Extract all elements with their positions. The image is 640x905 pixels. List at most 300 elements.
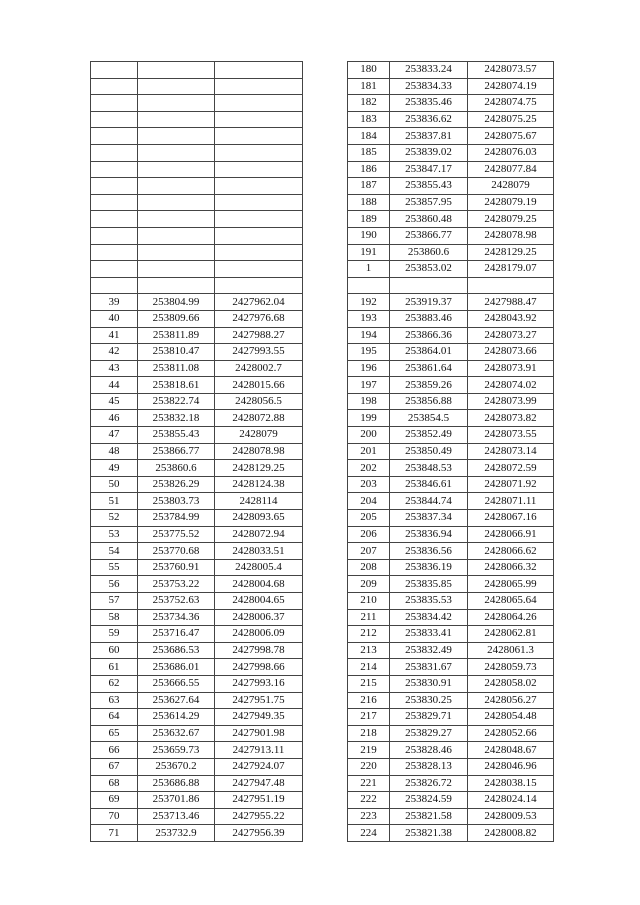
table-row xyxy=(91,194,303,211)
x-coordinate-cell: 253818.61 xyxy=(138,377,215,394)
y-coordinate-cell: 2428024.14 xyxy=(468,792,554,809)
y-coordinate-cell: 2428079 xyxy=(468,178,554,195)
point-number-cell: 191 xyxy=(348,244,390,261)
x-coordinate-cell: 253716.47 xyxy=(138,626,215,643)
x-coordinate-cell: 253855.43 xyxy=(138,427,215,444)
point-number-cell: 62 xyxy=(91,675,138,692)
table-row xyxy=(91,360,303,377)
x-coordinate-cell: 253632.67 xyxy=(138,725,215,742)
point-number-cell: 193 xyxy=(348,310,390,327)
table-row xyxy=(91,758,303,775)
point-number-cell xyxy=(91,161,138,178)
x-coordinate-cell: 253835.46 xyxy=(390,95,468,112)
point-number-cell: 221 xyxy=(348,775,390,792)
x-coordinate-cell: 253836.19 xyxy=(390,559,468,576)
table-row xyxy=(348,310,554,327)
table-row xyxy=(348,543,554,560)
point-number-cell: 206 xyxy=(348,526,390,543)
point-number-cell xyxy=(91,244,138,261)
x-coordinate-cell: 253839.02 xyxy=(390,144,468,161)
x-coordinate-cell: 253826.72 xyxy=(390,775,468,792)
x-coordinate-cell: 253686.88 xyxy=(138,775,215,792)
table-row xyxy=(348,675,554,692)
x-coordinate-cell xyxy=(138,277,215,294)
y-coordinate-cell: 2428078.98 xyxy=(215,443,303,460)
y-coordinate-cell: 2428056.5 xyxy=(215,393,303,410)
x-coordinate-cell: 253831.67 xyxy=(390,659,468,676)
table-row xyxy=(348,626,554,643)
point-number-cell: 187 xyxy=(348,178,390,195)
table-row xyxy=(348,128,554,145)
table-row xyxy=(348,725,554,742)
x-coordinate-cell: 253835.85 xyxy=(390,576,468,593)
table-row xyxy=(348,576,554,593)
y-coordinate-cell: 2428056.27 xyxy=(468,692,554,709)
x-coordinate-cell: 253857.95 xyxy=(390,194,468,211)
table-row xyxy=(348,161,554,178)
x-coordinate-cell: 253713.46 xyxy=(138,808,215,825)
point-number-cell: 198 xyxy=(348,393,390,410)
table-row xyxy=(348,559,554,576)
x-coordinate-cell xyxy=(390,277,468,294)
table-row xyxy=(91,476,303,493)
y-coordinate-cell: 2428005.4 xyxy=(215,559,303,576)
point-number-cell: 61 xyxy=(91,659,138,676)
point-number-cell: 199 xyxy=(348,410,390,427)
table-row xyxy=(91,78,303,95)
point-number-cell: 55 xyxy=(91,559,138,576)
x-coordinate-cell: 253835.53 xyxy=(390,593,468,610)
y-coordinate-cell: 2428077.84 xyxy=(468,161,554,178)
point-number-cell: 44 xyxy=(91,377,138,394)
y-coordinate-cell: 2428066.32 xyxy=(468,559,554,576)
y-coordinate-cell: 2428129.25 xyxy=(215,460,303,477)
x-coordinate-cell: 253670.2 xyxy=(138,758,215,775)
point-number-cell: 1 xyxy=(348,261,390,278)
table-row xyxy=(348,510,554,527)
y-coordinate-cell: 2428015.66 xyxy=(215,377,303,394)
y-coordinate-cell: 2428073.14 xyxy=(468,443,554,460)
x-coordinate-cell xyxy=(138,194,215,211)
table-row xyxy=(91,510,303,527)
x-coordinate-cell: 253919.37 xyxy=(390,294,468,311)
y-coordinate-cell: 2427913.11 xyxy=(215,742,303,759)
x-coordinate-cell: 253830.91 xyxy=(390,675,468,692)
table-row xyxy=(348,709,554,726)
x-coordinate-cell: 253809.66 xyxy=(138,310,215,327)
point-number-cell xyxy=(91,128,138,145)
y-coordinate-cell: 2428043.92 xyxy=(468,310,554,327)
point-number-cell: 213 xyxy=(348,642,390,659)
table-row xyxy=(91,692,303,709)
y-coordinate-cell: 2428073.55 xyxy=(468,427,554,444)
x-coordinate-cell: 253850.49 xyxy=(390,443,468,460)
y-coordinate-cell: 2428079.25 xyxy=(468,211,554,228)
y-coordinate-cell xyxy=(215,211,303,228)
x-coordinate-cell: 253844.74 xyxy=(390,493,468,510)
point-number-cell: 205 xyxy=(348,510,390,527)
x-coordinate-cell: 253824.59 xyxy=(390,792,468,809)
y-coordinate-cell: 2428074.75 xyxy=(468,95,554,112)
point-number-cell: 219 xyxy=(348,742,390,759)
point-number-cell xyxy=(91,62,138,79)
x-coordinate-cell xyxy=(138,178,215,195)
x-coordinate-cell: 253846.61 xyxy=(390,476,468,493)
x-coordinate-cell: 253864.01 xyxy=(390,344,468,361)
y-coordinate-cell xyxy=(215,111,303,128)
point-number-cell: 58 xyxy=(91,609,138,626)
table-row xyxy=(91,675,303,692)
y-coordinate-cell xyxy=(215,261,303,278)
point-number-cell: 196 xyxy=(348,360,390,377)
point-number-cell: 189 xyxy=(348,211,390,228)
table-row xyxy=(348,327,554,344)
y-coordinate-cell: 2428074.19 xyxy=(468,78,554,95)
y-coordinate-cell xyxy=(215,128,303,145)
point-number-cell: 209 xyxy=(348,576,390,593)
table-row xyxy=(348,775,554,792)
x-coordinate-cell: 253803.73 xyxy=(138,493,215,510)
point-number-cell: 183 xyxy=(348,111,390,128)
table-row xyxy=(348,593,554,610)
point-number-cell xyxy=(91,95,138,112)
point-number-cell: 65 xyxy=(91,725,138,742)
x-coordinate-cell: 253828.13 xyxy=(390,758,468,775)
table-row xyxy=(91,593,303,610)
y-coordinate-cell: 2428038.15 xyxy=(468,775,554,792)
y-coordinate-cell: 2428075.67 xyxy=(468,128,554,145)
x-coordinate-cell: 253836.94 xyxy=(390,526,468,543)
y-coordinate-cell: 2428004.65 xyxy=(215,593,303,610)
point-number-cell: 41 xyxy=(91,327,138,344)
point-number-cell: 57 xyxy=(91,593,138,610)
point-number-cell: 69 xyxy=(91,792,138,809)
table-row xyxy=(348,144,554,161)
x-coordinate-cell: 253686.01 xyxy=(138,659,215,676)
table-row xyxy=(91,128,303,145)
point-number-cell: 53 xyxy=(91,526,138,543)
y-coordinate-cell: 2428129.25 xyxy=(468,244,554,261)
x-coordinate-cell: 253856.88 xyxy=(390,393,468,410)
y-coordinate-cell: 2427976.68 xyxy=(215,310,303,327)
x-coordinate-cell: 253853.02 xyxy=(390,261,468,278)
point-number-cell xyxy=(91,111,138,128)
x-coordinate-cell xyxy=(138,95,215,112)
y-coordinate-cell xyxy=(215,161,303,178)
point-number-cell: 202 xyxy=(348,460,390,477)
x-coordinate-cell: 253855.43 xyxy=(390,178,468,195)
point-number-cell: 70 xyxy=(91,808,138,825)
point-number-cell: 39 xyxy=(91,294,138,311)
x-coordinate-cell xyxy=(138,227,215,244)
table-row xyxy=(348,792,554,809)
y-coordinate-cell: 2427998.78 xyxy=(215,642,303,659)
y-coordinate-cell: 2428065.64 xyxy=(468,593,554,610)
point-number-cell xyxy=(91,211,138,228)
point-number-cell: 71 xyxy=(91,825,138,842)
x-coordinate-cell: 253866.36 xyxy=(390,327,468,344)
y-coordinate-cell: 2428062.81 xyxy=(468,626,554,643)
x-coordinate-cell: 253734.36 xyxy=(138,609,215,626)
point-number-cell: 68 xyxy=(91,775,138,792)
y-coordinate-cell xyxy=(215,194,303,211)
table-row xyxy=(91,344,303,361)
table-row xyxy=(348,95,554,112)
table-row xyxy=(91,626,303,643)
y-coordinate-cell: 2428075.25 xyxy=(468,111,554,128)
point-number-cell: 216 xyxy=(348,692,390,709)
point-number-cell xyxy=(91,194,138,211)
table-row xyxy=(91,111,303,128)
x-coordinate-cell: 253833.41 xyxy=(390,626,468,643)
point-number-cell: 67 xyxy=(91,758,138,775)
y-coordinate-cell: 2428006.09 xyxy=(215,626,303,643)
point-number-cell: 56 xyxy=(91,576,138,593)
table-row xyxy=(91,659,303,676)
table-row xyxy=(91,559,303,576)
y-coordinate-cell: 2427956.39 xyxy=(215,825,303,842)
table-row xyxy=(348,377,554,394)
table-row xyxy=(348,692,554,709)
x-coordinate-cell: 253686.53 xyxy=(138,642,215,659)
point-number-cell: 207 xyxy=(348,543,390,560)
y-coordinate-cell: 2428073.57 xyxy=(468,62,554,79)
table-row xyxy=(91,460,303,477)
right-coordinate-table xyxy=(347,61,554,842)
table-row xyxy=(91,725,303,742)
x-coordinate-cell: 253732.9 xyxy=(138,825,215,842)
x-coordinate-cell: 253833.24 xyxy=(390,62,468,79)
point-number-cell: 203 xyxy=(348,476,390,493)
point-number-cell: 49 xyxy=(91,460,138,477)
y-coordinate-cell: 2427924.07 xyxy=(215,758,303,775)
table-row xyxy=(348,244,554,261)
table-row xyxy=(91,742,303,759)
table-row xyxy=(91,95,303,112)
y-coordinate-cell xyxy=(215,144,303,161)
y-coordinate-cell: 2427901.98 xyxy=(215,725,303,742)
table-row xyxy=(91,277,303,294)
table-row xyxy=(348,360,554,377)
y-coordinate-cell: 2428046.96 xyxy=(468,758,554,775)
point-number-cell: 210 xyxy=(348,593,390,610)
x-coordinate-cell xyxy=(138,128,215,145)
x-coordinate-cell: 253860.6 xyxy=(138,460,215,477)
table-row xyxy=(91,261,303,278)
point-number-cell: 212 xyxy=(348,626,390,643)
y-coordinate-cell: 2427962.04 xyxy=(215,294,303,311)
point-number-cell: 218 xyxy=(348,725,390,742)
y-coordinate-cell: 2428073.27 xyxy=(468,327,554,344)
table-row xyxy=(348,178,554,195)
point-number-cell: 42 xyxy=(91,344,138,361)
point-number-cell xyxy=(91,227,138,244)
point-number-cell: 50 xyxy=(91,476,138,493)
x-coordinate-cell: 253847.17 xyxy=(390,161,468,178)
x-coordinate-cell: 253753.22 xyxy=(138,576,215,593)
x-coordinate-cell: 253811.89 xyxy=(138,327,215,344)
x-coordinate-cell: 253659.73 xyxy=(138,742,215,759)
table-row xyxy=(91,410,303,427)
table-row xyxy=(348,460,554,477)
table-row xyxy=(348,609,554,626)
table-row xyxy=(91,178,303,195)
y-coordinate-cell: 2428074.02 xyxy=(468,377,554,394)
x-coordinate-cell: 253854.5 xyxy=(390,410,468,427)
point-number-cell xyxy=(91,78,138,95)
x-coordinate-cell: 253627.64 xyxy=(138,692,215,709)
y-coordinate-cell: 2428073.66 xyxy=(468,344,554,361)
y-coordinate-cell: 2427949.35 xyxy=(215,709,303,726)
y-coordinate-cell: 2427988.47 xyxy=(468,294,554,311)
y-coordinate-cell xyxy=(215,244,303,261)
y-coordinate-cell: 2428078.98 xyxy=(468,227,554,244)
x-coordinate-cell: 253811.08 xyxy=(138,360,215,377)
point-number-cell: 217 xyxy=(348,709,390,726)
y-coordinate-cell: 2428179.07 xyxy=(468,261,554,278)
table-row xyxy=(348,211,554,228)
table-row xyxy=(91,609,303,626)
x-coordinate-cell: 253832.49 xyxy=(390,642,468,659)
table-row xyxy=(348,261,554,278)
y-coordinate-cell xyxy=(468,277,554,294)
table-row xyxy=(348,294,554,311)
point-number-cell: 182 xyxy=(348,95,390,112)
x-coordinate-cell: 253821.38 xyxy=(390,825,468,842)
point-number-cell: 66 xyxy=(91,742,138,759)
table-row xyxy=(348,443,554,460)
table-row xyxy=(91,377,303,394)
table-row xyxy=(91,310,303,327)
x-coordinate-cell: 253804.99 xyxy=(138,294,215,311)
x-coordinate-cell: 253848.53 xyxy=(390,460,468,477)
point-number-cell xyxy=(91,261,138,278)
x-coordinate-cell: 253828.46 xyxy=(390,742,468,759)
y-coordinate-cell xyxy=(215,78,303,95)
y-coordinate-cell: 2428114 xyxy=(215,493,303,510)
table-row xyxy=(91,775,303,792)
point-number-cell: 215 xyxy=(348,675,390,692)
point-number-cell: 185 xyxy=(348,144,390,161)
point-number-cell: 197 xyxy=(348,377,390,394)
x-coordinate-cell: 253859.26 xyxy=(390,377,468,394)
point-number-cell xyxy=(91,277,138,294)
y-coordinate-cell: 2428054.48 xyxy=(468,709,554,726)
y-coordinate-cell: 2427998.66 xyxy=(215,659,303,676)
y-coordinate-cell: 2428072.59 xyxy=(468,460,554,477)
point-number-cell: 43 xyxy=(91,360,138,377)
point-number-cell: 214 xyxy=(348,659,390,676)
y-coordinate-cell: 2427947.48 xyxy=(215,775,303,792)
table-row xyxy=(348,476,554,493)
x-coordinate-cell: 253784.99 xyxy=(138,510,215,527)
y-coordinate-cell: 2428073.91 xyxy=(468,360,554,377)
y-coordinate-cell: 2428008.82 xyxy=(468,825,554,842)
table-row xyxy=(348,344,554,361)
y-coordinate-cell: 2428073.99 xyxy=(468,393,554,410)
table-row xyxy=(91,294,303,311)
point-number-cell: 204 xyxy=(348,493,390,510)
point-number-cell: 45 xyxy=(91,393,138,410)
point-number-cell: 190 xyxy=(348,227,390,244)
y-coordinate-cell xyxy=(215,227,303,244)
y-coordinate-cell: 2428064.26 xyxy=(468,609,554,626)
point-number-cell: 52 xyxy=(91,510,138,527)
x-coordinate-cell: 253829.71 xyxy=(390,709,468,726)
y-coordinate-cell: 2428073.82 xyxy=(468,410,554,427)
y-coordinate-cell: 2428052.66 xyxy=(468,725,554,742)
x-coordinate-cell: 253775.52 xyxy=(138,526,215,543)
x-coordinate-cell: 253701.86 xyxy=(138,792,215,809)
point-number-cell xyxy=(91,144,138,161)
point-number-cell: 46 xyxy=(91,410,138,427)
x-coordinate-cell xyxy=(138,144,215,161)
y-coordinate-cell: 2428048.67 xyxy=(468,742,554,759)
table-row xyxy=(348,227,554,244)
x-coordinate-cell xyxy=(138,244,215,261)
point-number-cell: 186 xyxy=(348,161,390,178)
point-number-cell: 64 xyxy=(91,709,138,726)
y-coordinate-cell: 2428079.19 xyxy=(468,194,554,211)
table-row xyxy=(91,642,303,659)
point-number-cell xyxy=(348,277,390,294)
y-coordinate-cell: 2428071.92 xyxy=(468,476,554,493)
y-coordinate-cell xyxy=(215,95,303,112)
x-coordinate-cell: 253752.63 xyxy=(138,593,215,610)
x-coordinate-cell: 253826.29 xyxy=(138,476,215,493)
table-row xyxy=(91,709,303,726)
y-coordinate-cell: 2428058.02 xyxy=(468,675,554,692)
y-coordinate-cell: 2428124.38 xyxy=(215,476,303,493)
table-row xyxy=(348,427,554,444)
table-row xyxy=(91,244,303,261)
y-coordinate-cell xyxy=(215,277,303,294)
table-row xyxy=(348,642,554,659)
point-number-cell: 188 xyxy=(348,194,390,211)
point-number-cell: 54 xyxy=(91,543,138,560)
table-row xyxy=(91,443,303,460)
point-number-cell: 59 xyxy=(91,626,138,643)
y-coordinate-cell: 2428002.7 xyxy=(215,360,303,377)
table-row xyxy=(348,410,554,427)
y-coordinate-cell: 2428072.94 xyxy=(215,526,303,543)
table-row xyxy=(91,543,303,560)
x-coordinate-cell: 253860.48 xyxy=(390,211,468,228)
table-row xyxy=(91,808,303,825)
point-number-cell: 180 xyxy=(348,62,390,79)
point-number-cell: 192 xyxy=(348,294,390,311)
x-coordinate-cell: 253836.56 xyxy=(390,543,468,560)
point-number-cell: 220 xyxy=(348,758,390,775)
point-number-cell: 200 xyxy=(348,427,390,444)
x-coordinate-cell: 253837.34 xyxy=(390,510,468,527)
x-coordinate-cell: 253834.33 xyxy=(390,78,468,95)
y-coordinate-cell: 2427988.27 xyxy=(215,327,303,344)
x-coordinate-cell: 253770.68 xyxy=(138,543,215,560)
x-coordinate-cell xyxy=(138,161,215,178)
x-coordinate-cell: 253821.58 xyxy=(390,808,468,825)
y-coordinate-cell: 2428033.51 xyxy=(215,543,303,560)
y-coordinate-cell: 2428066.62 xyxy=(468,543,554,560)
y-coordinate-cell: 2428079 xyxy=(215,427,303,444)
y-coordinate-cell: 2427993.55 xyxy=(215,344,303,361)
x-coordinate-cell: 253810.47 xyxy=(138,344,215,361)
y-coordinate-cell: 2428066.91 xyxy=(468,526,554,543)
table-row xyxy=(348,526,554,543)
table-row xyxy=(91,393,303,410)
point-number-cell: 40 xyxy=(91,310,138,327)
table-row xyxy=(348,758,554,775)
